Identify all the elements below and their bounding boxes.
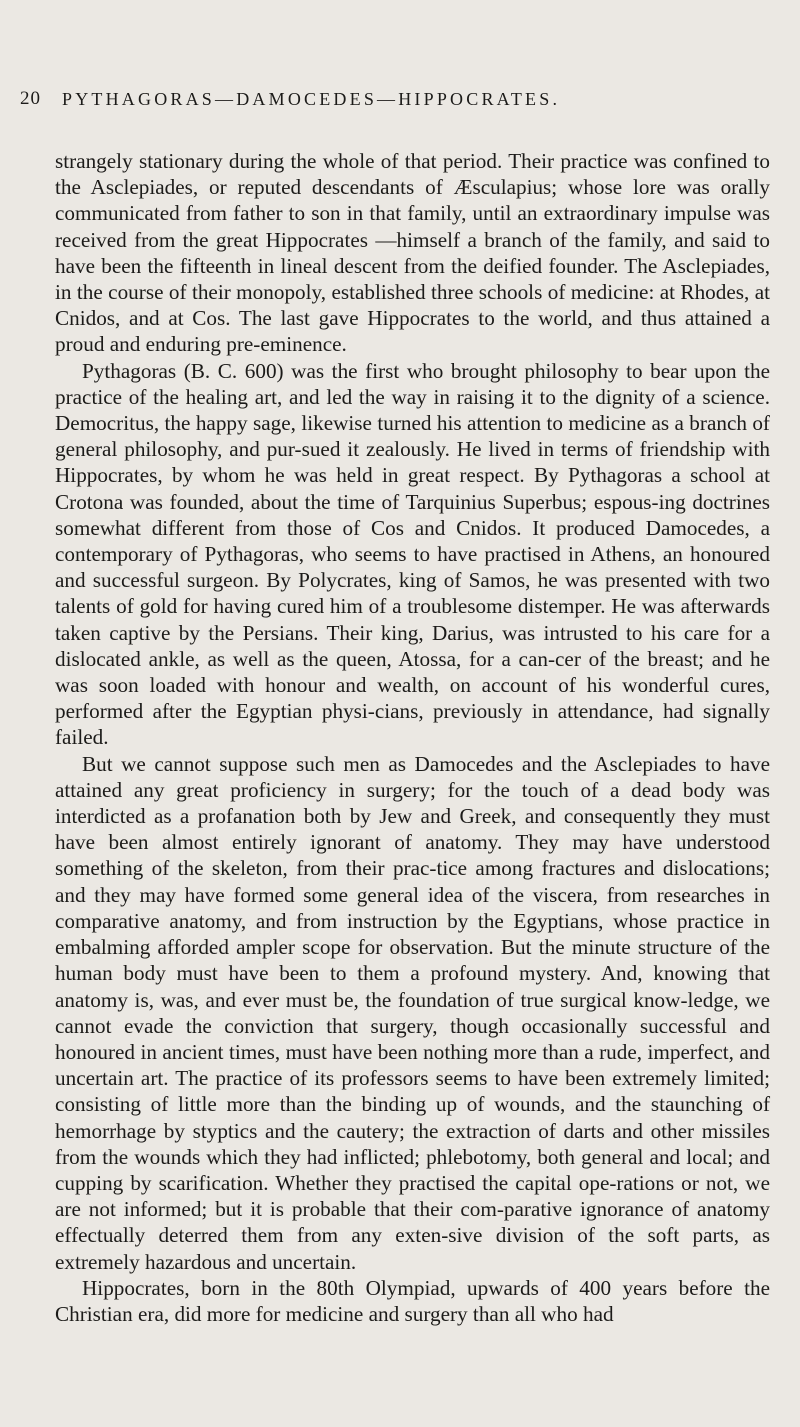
- running-head: PYTHAGORAS—DAMOCEDES—HIPPOCRATES.: [62, 89, 561, 109]
- body-text: [55, 148, 770, 1327]
- page-header: [20, 84, 740, 114]
- page-number: 20: [20, 88, 41, 109]
- paragraph: But we cannot suppose such men as Damocedes and the Asclepiades to have attained any great proficiency in surgery; for the touch of a dead body was interdicted as a profanation both by Jew and Greek, and consequently they must have been almost entirely ignorant of anatomy. They may have understood something of the skeleton, from their prac-tice among fractures and dislocations; and they may have formed some general idea of the viscera, from researches in comparative anatomy, and from instruction by the Egyptians, whose practice in embalming afforded ampler scope for observation. But the minute structure of the human body must have been to them a profound mystery. And, knowing that anatomy is, was, and ever must be, the foundation of true surgical know-ledge, we cannot evade the conviction that surgery, though occasionally successful and honoured in ancient times, must have been nothing more than a rude, imperfect, and uncertain art. The practice of its professors seems to have been extremely limited; consisting of little more than the binding up of wounds, and the staunching of hemorrhage by styptics and the cautery; the extraction of darts and other missiles from the wounds which they had inflicted; phlebotomy, both general and local; and cupping by scarification. Whether they practised the capital ope-rations or not, we are not informed; but it is probable that their com-parative ignorance of anatomy effectually deterred them from any exten-sive division of the soft parts, as extremely hazardous and uncertain.: [55, 751, 770, 1274]
- paragraph: Pythagoras (B. C. 600) was the first who brought philosophy to bear upon the practice of the healing art, and led the way in raising it to the dignity of a science. Democritus, the happy sage, likewise turned his attention to medicine as a branch of general philosophy, and pur-sued it zealously. He lived in terms of friendship with Hippocrates, by whom he was held in great respect. By Pythagoras a school at Crotona was founded, about the time of Tarquinius Superbus; espous-ing doctrines somewhat different from those of Cos and Cnidos. It produced Damocedes, a contemporary of Pythagoras, who seems to have practised in Athens, an honoured and successful surgeon. By Polycrates, king of Samos, he was presented with two talents of gold for having cured him of a troublesome distemper. He was afterwards taken captive by the Persians. Their king, Darius, was intrusted to his care for a dislocated ankle, as well as the queen, Atossa, for a can-cer of the breast; and he was soon loaded with honour and wealth, on account of his wonderful cures, performed after the Egyptian physi-cians, previously in attendance, had signally failed.: [55, 358, 770, 750]
- paragraph: Hippocrates, born in the 80th Olympiad, upwards of 400 years before the Christian era, did more for medicine and surgery than all who had: [55, 1275, 770, 1326]
- paragraph: strangely stationary during the whole of that period. Their practice was confined to the Asclepiades, or reputed descendants of Æsculapius; whose lore was orally communicated from father to son in that family, until an extraordinary impulse was received from the great Hippocrates —himself a branch of the family, and said to have been the fifteenth in lineal descent from the deified founder. The Asclepiades, in the course of their monopoly, established three schools of medicine: at Rhodes, at Cnidos, and at Cos. The last gave Hippocrates to the world, and thus attained a proud and enduring pre-eminence.: [55, 149, 770, 357]
